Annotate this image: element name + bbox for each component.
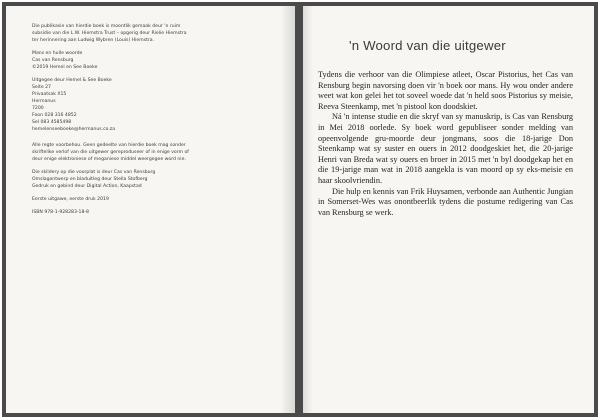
funding-line: subsidie van die L.W. Hiemstra Trust – opgerig deur Rielie Hiemstra [32,30,187,36]
paragraph: Die hulp en kennis van Frik Huysamen, verbonde aan Authentic Jungian in Somerset-Wes was onontbeerlik tydens die postume redigering van Cas van Rensburg se werk. [318,186,573,217]
email-line: hemelenseeboeke@hermanus.co.za [32,126,116,132]
edition-line: Eerste uitgawe, eerste druk 2019 [32,197,109,203]
paragraph: Tydens die verhoor van die Olimpiese atleet, Oscar Pistorius, het Cas van Rensburg begin navorsing doen vir 'n boek oor mans. Hy wou onder andere weet wat kon gelei het tot soveel woede dat 'n held soos Pistorius sy meisie, Reeva Steenkamp, met 'n pistool kon doodskiet. [318,70,573,111]
book-title-line: Mans en hulle woorde [32,51,83,57]
funding-line: Die publikasie van hierdie boek is moontlik gemaak deur 'n ruim [32,24,181,29]
isbn-line: ISBN 978-1-928283-18-8 [32,210,89,216]
foreword-text [318,70,573,218]
paragraph: Ná 'n intense studie en die skryf van sy manuskrip, is Cas van Rensburg in Mei 2018 oorlede. Sy boek word gepubliseer sonder melding van opeenvolgende gru-moorde deur jongmans, soos die 18-jarige Don Steenkamp wat sy suster en ouers in 2012 doodgeskiet het, die 20-jarige Henri van Breda wat sy ouers en broer in 2015 met 'n byl doodgekap het en die 19-jarige man wat in 2018 aangekla is van moord op sy eks-meisie en haar skoolvriendin. [318,112,573,185]
address-line: Privaatsak X15 [32,92,67,98]
address-line: Seite 27 [32,85,51,91]
gutter-shadow [303,6,313,413]
copyright-line: ©2019 Hemel en See Boeke [32,64,98,70]
credit-line: Die skildery op die voorplat is deur Cas van Rensburg [32,169,156,175]
postal-code-line: 7200 [32,105,44,111]
page-title: 'n Woord van die uitgewer [349,38,506,53]
rights-line: Alle regte voorbehou. Geen gedeelte van hierdie boek mag sonder [32,142,186,148]
cell-line: Sel 083 4585498 [32,119,72,125]
author-line: Cas van Rensburg [32,58,74,64]
gutter-shadow [281,6,295,413]
rights-line: skriftelike verlof van die uitgewer gereproduseer of in enige vorm of [32,149,189,155]
credit-line: Gedruk en gebind deur Digital Action, Kaapstad [32,183,142,189]
publisher-line: Uitgegee deur Hemel & See Boeke [32,78,112,84]
imprint-page-text [32,24,272,217]
address-line: Hermanus [32,98,56,104]
rights-line: deur enige elektroniese of meganiese middel weergegee word nie. [32,156,186,162]
funding-line: ter herinnering aan Ludwig Wybren (Louis) Hiemstra. [32,37,155,43]
credit-line: Omslagontwerp en bladuitleg deur Stella Stofberg [32,176,148,182]
phone-line: Foon 028 316 4852 [32,112,77,118]
